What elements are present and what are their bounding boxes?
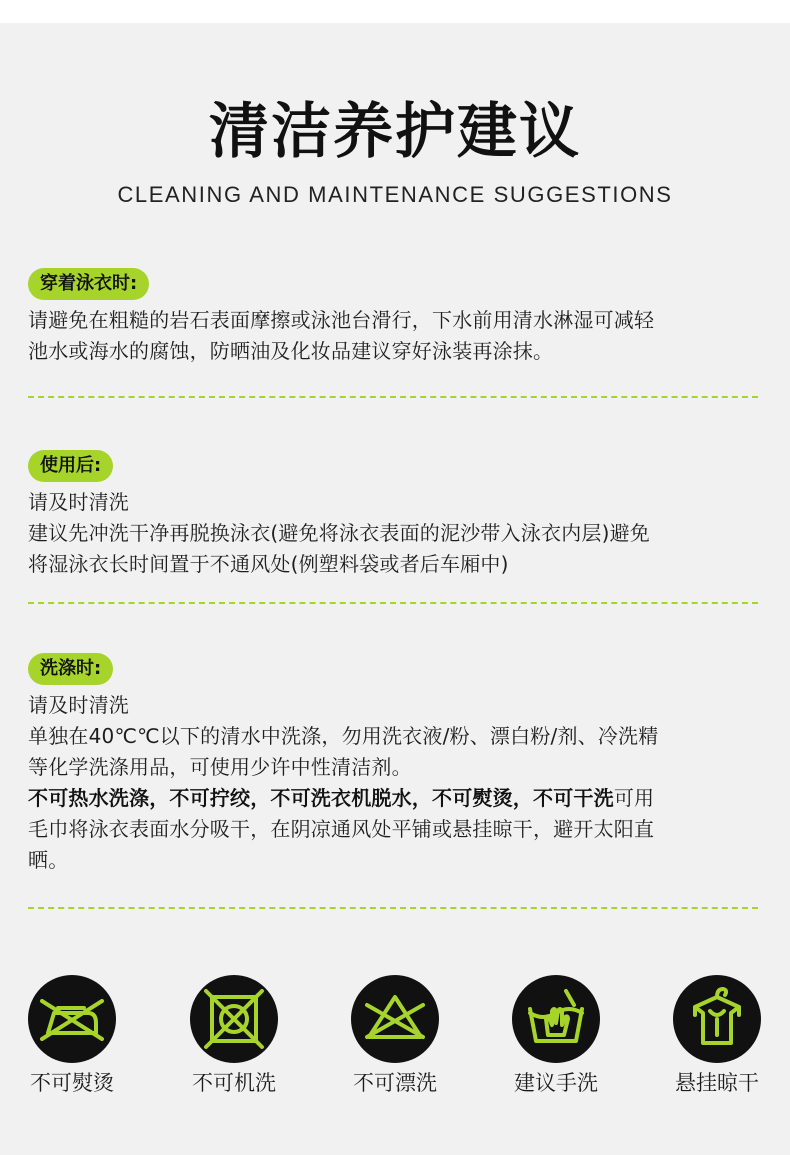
no-machine-wash-icon xyxy=(190,975,278,1063)
page-subtitle: CLEANING AND MAINTENANCE SUGGESTIONS xyxy=(117,182,673,207)
no-bleach-icon xyxy=(351,975,439,1063)
text-line: 建议先冲洗干净再脱换泳衣(避免将泳衣表面的泥沙带入泳衣内层)避免 xyxy=(28,521,651,545)
text-line: 池水或海水的腐蚀，防晒油及化妆品建议穿好泳装再涂抹。 xyxy=(28,339,554,363)
icon-label-hand-wash: 建议手洗 xyxy=(514,1071,598,1095)
section-text xyxy=(28,305,763,367)
section-badge: 使用后: xyxy=(28,450,113,482)
icon-label-no-bleach: 不可漂洗 xyxy=(353,1071,437,1095)
section-washing xyxy=(28,653,763,876)
icon-label-hang-dry: 悬挂晾干 xyxy=(675,1071,759,1095)
warning-text: 不可热水洗涤，不可拧绞，不可洗衣机脱水，不可熨烫，不可干洗 xyxy=(28,786,614,810)
section-text xyxy=(28,690,763,876)
text-line: 晒。 xyxy=(28,848,69,872)
hang-dry-icon xyxy=(673,975,761,1063)
hand-wash-icon xyxy=(512,975,600,1063)
text-line: 请避免在粗糙的岩石表面摩擦或泳池台滑行，下水前用清水淋湿可减轻 xyxy=(28,308,655,332)
text-line: 等化学洗涤用品，可使用少许中性清洁剂。 xyxy=(28,755,412,779)
text-fragment: 可用 xyxy=(613,786,655,810)
dashed-divider xyxy=(28,602,758,604)
section-after-use xyxy=(28,450,763,580)
dashed-divider xyxy=(28,396,758,398)
dashed-divider xyxy=(28,907,758,909)
text-line: 单独在40℃℃以下的清水中洗涤，勿用洗衣液/粉、漂白粉/剂、冷洗精 xyxy=(28,724,659,748)
no-iron-icon xyxy=(28,975,116,1063)
text-line: 将湿泳衣长时间置于不通风处(例塑料袋或者后车厢中) xyxy=(28,552,509,576)
page-title: 清洁养护建议 xyxy=(209,97,581,167)
section-badge: 穿着泳衣时: xyxy=(28,268,149,300)
section-badge: 洗涤时: xyxy=(28,653,113,685)
icon-label-no-iron: 不可熨烫 xyxy=(30,1071,114,1095)
section-wearing xyxy=(28,268,763,367)
icon-label-no-machine-wash: 不可机洗 xyxy=(192,1071,276,1095)
text-line: 请及时清洗 xyxy=(28,490,129,514)
section-text xyxy=(28,487,763,580)
text-line: 请及时清洗 xyxy=(28,693,129,717)
text-line xyxy=(28,783,763,814)
text-line: 毛巾将泳衣表面水分吸干，在阴凉通风处平铺或悬挂晾干，避开太阳直 xyxy=(28,817,655,841)
